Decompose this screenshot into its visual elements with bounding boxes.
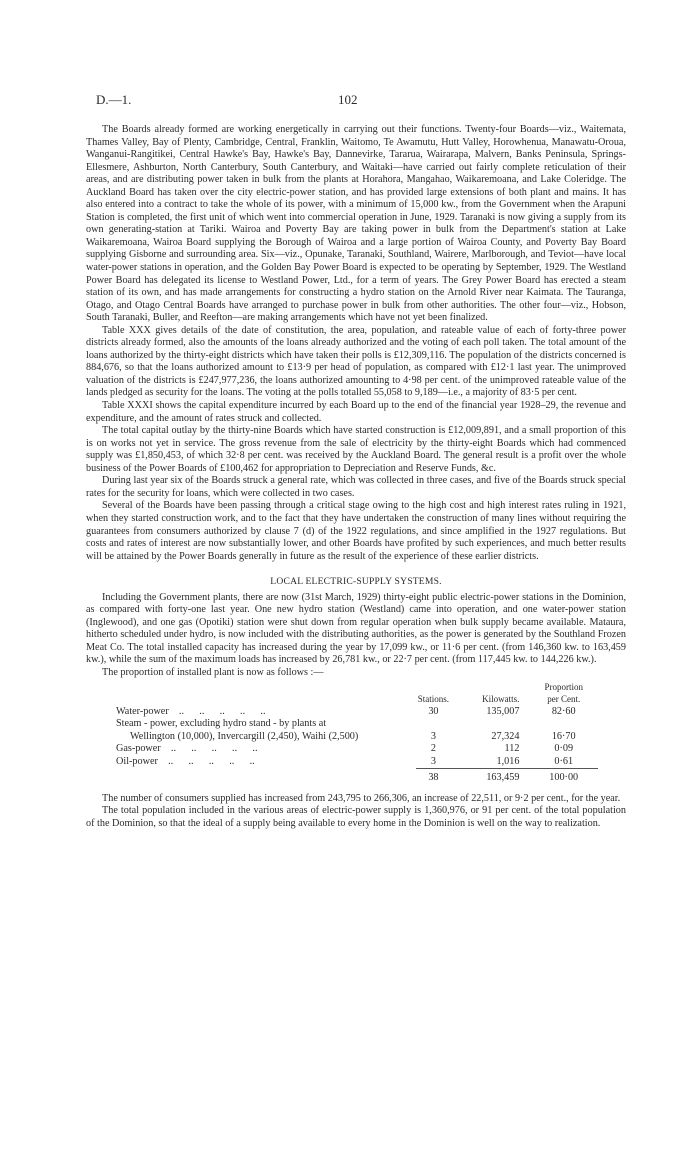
column-header-proportion (529, 681, 598, 706)
paragraph-population: The total population included in the various areas of electric-power supply is 1,360,976, or 91 per cent. of the total population of the Dominion, so that the ideal of a supply being available to every home in the Dominion is well on the way to realization. (86, 805, 626, 829)
paragraph-boards-functions: The Boards already formed are working energetically in carrying out their functions. Twenty-four Boards—viz., Waitemata, Thames Valley, Bay of Plenty, Cambridge, Central, Franklin, Waitomo, Te Awamutu, Hutt Valley, Horowhenua, Manawatu-Oroua, Wanganui-Rangitikei, Central Hawke's Bay, Hawke's Bay, Dannevirke, Tararua, Wairarapa, Malvern, Banks Peninsula, Springs-Ellesmere, Ashburton, North Canterbury, South Canterbury, and Waitaki—have carried out fairly complete reticulation of their areas, and are distributing power taken in bulk from the plants at Horahora, Mangahao, Waikaremoana, and Lake Coleridge. The Auckland Board has taken over the city electric-power station, and has provided large extensions of both plant and mains. It has also entered into a contract to take the whole of its power, with a minimum of 15,000 kw., from the Government when the Arapuni Station is completed, the first unit of which went into commercial operation in June, 1929. Taranaki is now giving a supply from its own generating-station at Tariki. Wairoa and Poverty Bay are taking power in bulk from the Department's station at Lake Waikaremoana, Wairoa Board supplying the Borough of Wairoa and a large portion of Wairoa County, and Poverty Bay Board supplying Gisborne and surrounding area. Six—viz., Opunake, Taranaki, Southland, Wairere, Marlborough, and Teviot—have local water-power stations in operation, and the Golden Bay Power Board is expected to be operating by September, 1929. The Westland Power Board has delegated its license to Westland Power, Ltd., for a term of years. The Grey Power Board has erected a steam station of its own, and has made arrangements for constructing a hydro station on the Arnold River near Kaimata. The Tauranga, Otago, and Otago Central Boards have arranged to purchase power in bulk from other authorities. The other four—viz., Hobson, South Taranaki, Buller, and Reefton—are making arrangements which have not yet been finalized. (86, 124, 626, 324)
cell-kilowatts: 112 (504, 743, 520, 755)
table-header-row (86, 681, 598, 706)
paragraph-consumers: The number of consumers supplied has increased from 243,795 to 266,306, an increase of 22,511, or 9·2 per cent., for the year. (102, 792, 621, 804)
table-row (86, 706, 598, 719)
column-header-kilowatts: Kilowatts. (482, 694, 520, 705)
table-row (86, 756, 598, 769)
installed-plant-table (86, 681, 598, 785)
paragraph-table-xxxi: Table XXXI shows the capital expenditure incurred by each Board up to the end of the financial year 1928–29, the revenue and expenditure, and the amount of rates struck and collected. (86, 400, 626, 424)
row-label: Oil-power (116, 756, 158, 768)
row-label: Steam - power, excluding hydro stand - by plants at (116, 718, 327, 730)
paragraph-proportion-intro: The proportion of installed plant is now as follows :— (102, 666, 324, 678)
cell-percent: 0·61 (554, 755, 574, 767)
cell-stations: 2 (430, 743, 436, 755)
row-leader: .. .. .. .. .. (170, 743, 258, 755)
row-label: Gas-power (116, 743, 161, 755)
cell-kilowatts: 1,016 (496, 755, 520, 767)
cell-percent: 0·09 (554, 743, 574, 755)
paragraph-rates: During last year six of the Boards struck a general rate, which was collected in three cases, and five of the Boards struck special rates for the security for loans, which were collected in two cases. (86, 475, 626, 499)
row-leader: .. .. .. .. .. (178, 705, 266, 717)
document-code: D.—1. (96, 92, 132, 107)
page-number: 102 (338, 92, 358, 107)
paragraph-critical-stage: Several of the Boards have been passing through a critical stage owing to the high cost and high interest rates ruling in 1921, when they started construction work, and to the fact that they have undertaken the construction of many lines without requiring the guarantees from consumers authorized by clause 7 (d) of the 1922 regulations, and since amplified in the 1927 regulations. But costs and rates of interest are now substantially lower, and other Boards have profited by such experiences, and much better results will be attained by the Power Boards generally in future as the result of the experience of these earlier districts. (86, 500, 626, 562)
total-percent: 100·00 (529, 769, 598, 785)
cell-percent: 16·70 (551, 730, 576, 742)
cell-stations: 3 (430, 755, 436, 767)
cell-kilowatts: 135,007 (486, 705, 520, 717)
table-total-row (86, 769, 598, 785)
cell-kilowatts: 27,324 (491, 730, 520, 742)
table-row (86, 743, 598, 756)
paragraph-table-xxx: Table XXX gives details of the date of constitution, the area, population, and rateable value of each of forty-three power districts already formed, also the amounts of the loans already authorized and the voting of each poll taken. The total amount of the loans authorized by the thirty-eight districts which have taken their polls is £12,309,116. The population of the districts concerned is 884,676, so that the loans authorized amount to £13·9 per head of population, as compared with £12·1 last year. The unimproved valuation of the districts is £247,977,236, the loans authorized amounting to 4·98 per cent. of the unimproved rateable value of the lands pledged as security for the loans. The voting at the polls totalled 55,058 to 9,189—i.e., a majority of 83·5 per cent. (86, 324, 626, 399)
cell-percent: 82·60 (551, 705, 576, 717)
paragraph-capital-outlay: The total capital outlay by the thirty-nine Boards which have started construction is £12,009,891, and a small proportion of this is on works not yet in service. The gross revenue from the sale of electricity by the thirty-eight Boards which had commenced supply was £1,850,453, of which 32·8 per cent. was received by the Auckland Board. The general result is a profit over the whole business of the Power Boards of £100,462 for appropriation to Depreciation and Reserve Funds, &c. (86, 425, 626, 474)
page-header (96, 92, 628, 108)
row-label-continued: Wellington (10,000), Invercargill (2,450), Waihi (2,500) (130, 730, 359, 742)
row-label: Water-power (116, 705, 169, 717)
section-heading: LOCAL ELECTRIC-SUPPLY SYSTEMS. (270, 576, 442, 588)
total-stations: 38 (416, 769, 451, 785)
column-header-proportion-line-1: Proportion (544, 681, 583, 692)
total-kilowatts: 163,459 (451, 769, 529, 785)
row-leader: .. .. .. .. .. (168, 756, 255, 768)
table-row (86, 718, 598, 731)
document-body (86, 124, 626, 831)
table-row-continued (86, 731, 598, 744)
cell-stations: 3 (430, 730, 436, 742)
column-header-proportion-line-2: per Cent. (547, 694, 581, 705)
column-header-stations: Stations. (417, 694, 450, 705)
paragraph-power-stations: Including the Government plants, there are now (31st March, 1929) thirty-eight public electric-power stations in the Dominion, as compared with forty-one last year. One new hydro station (Westland) came into operation, and one water-power station (Inglewood), and one gas (Opotiki) station were shut down from regular operation when bulk supply became available. Mataura, hitherto scheduled under hydro, is now included with the distributing authorities, as the power is generated by the Southland Frozen Meat Co. The total installed capacity has increased during the year by 17,099 kw., or 11·6 per cent. (from 146,360 kw. to 163,459 kw.), while the sum of the maximum loads has increased by 26,781 kw., or 22·7 per cent. (from 117,445 kw. to 144,226 kw.). (86, 591, 626, 666)
cell-stations: 30 (428, 705, 439, 717)
